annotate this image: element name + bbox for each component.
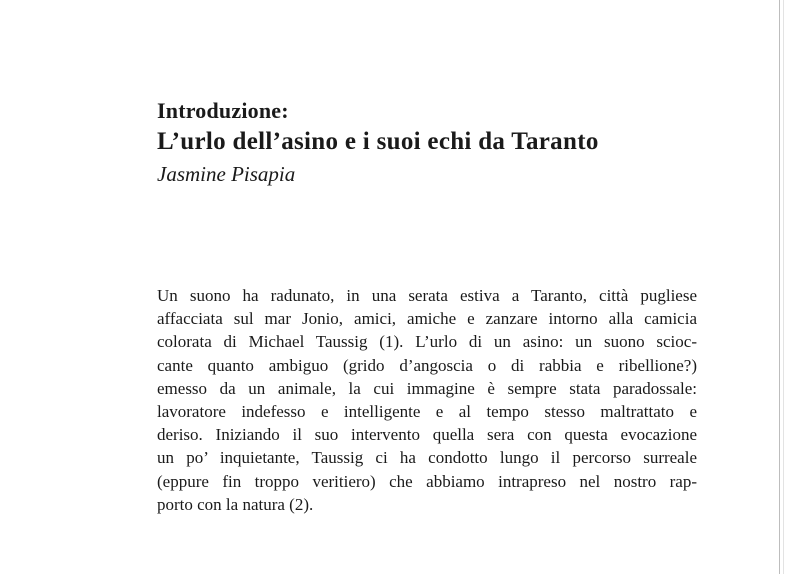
text-line: lavoratore indefesso e intelligente e al tempo stesso maltrattato e — [157, 402, 697, 422]
page-edge-shadow — [783, 0, 784, 574]
section-label: Introduzione: — [157, 98, 289, 123]
text-line: (eppure fin troppo veritiero) che abbiamo intrapreso nel nostro rap- — [157, 471, 697, 491]
page-edge-line — [779, 0, 780, 574]
author-name: Jasmine Pisapia — [157, 162, 296, 186]
chapter-title: L’urlo dell’asino e i suoi echi da Taranto — [157, 128, 599, 155]
body-paragraph — [157, 284, 697, 516]
text-line: Un suono ha radunato, in una serata estiva a Taranto, città pugliese — [157, 286, 697, 305]
text-line: un po’ inquietante, Taussig ci ha condotto lungo il percorso surreale — [157, 448, 697, 468]
text-line: affacciata sul mar Jonio, amici, amiche e zanzare intorno alla camicia — [157, 309, 697, 329]
text-line: deriso. Iniziando il suo intervento quella sera con questa evocazione — [157, 425, 697, 445]
text-line: colorata di Michael Taussig (1). L’urlo di un asino: un suono scioc- — [157, 332, 697, 352]
text-line: cante quanto ambiguo (grido d’angoscia o di rabbia e ribellione?) — [157, 355, 697, 375]
text-line: porto con la natura (2). — [157, 494, 314, 514]
chapter-heading — [157, 97, 717, 188]
text-line: emesso da un animale, la cui immagine è sempre stata paradossale: — [157, 378, 697, 398]
